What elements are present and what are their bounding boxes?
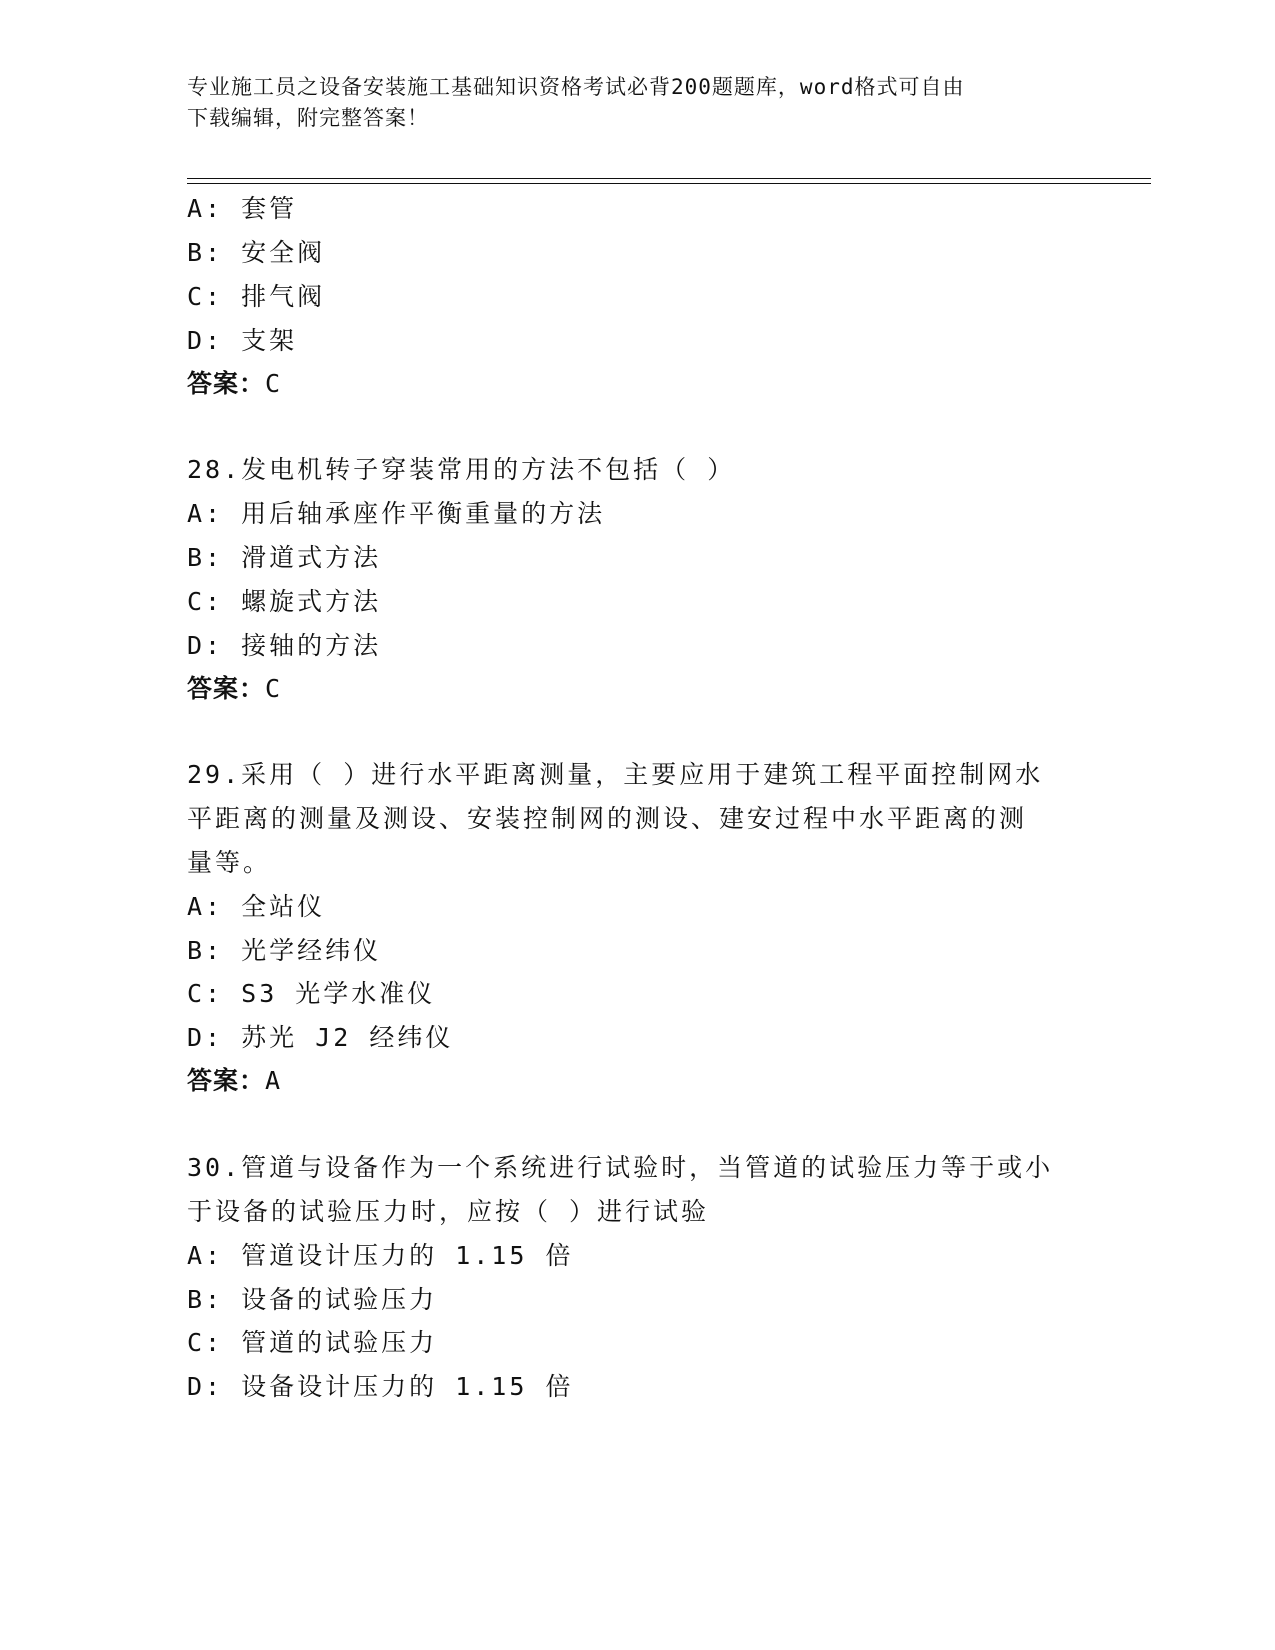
q28-answer <box>187 673 280 705</box>
q30-option-a: A: 管道设计压力的 1.15 倍 <box>187 1241 574 1270</box>
q28-option-d: D: 接轴的方法 <box>187 631 382 660</box>
q30-option-b: B: 设备的试验压力 <box>187 1285 438 1314</box>
header-title-line-1: 专业施工员之设备安装施工基础知识资格考试必背200题题库，word格式可自由 <box>187 75 965 99</box>
header-title-line-2: 下载编辑，附完整答案！ <box>187 106 429 130</box>
q30-question-line-1: 30.管道与设备作为一个系统进行试验时，当管道的试验压力等于或小 <box>187 1153 1054 1182</box>
q30-option-d: D: 设备设计压力的 1.15 倍 <box>187 1372 574 1401</box>
q29-question-line-3: 量等。 <box>187 848 272 877</box>
q30-option-c: C: 管道的试验压力 <box>187 1328 438 1357</box>
q27-option-b: B: 安全阀 <box>187 238 326 267</box>
q28-option-c: C: 螺旋式方法 <box>187 587 382 616</box>
q27-option-c: C: 排气阀 <box>187 282 326 311</box>
header-divider-top <box>187 178 1151 179</box>
q29-question-line-1: 29.采用（ ）进行水平距离测量，主要应用于建筑工程平面控制网水 <box>187 760 1044 789</box>
q29-option-d: D: 苏光 J2 经纬仪 <box>187 1023 454 1052</box>
q29-answer-label: 答案： <box>187 1066 266 1095</box>
q28-option-a: A: 用后轴承座作平衡重量的方法 <box>187 499 606 528</box>
q30-question-line-2: 于设备的试验压力时，应按（ ）进行试验 <box>187 1197 710 1226</box>
q27-answer-value: C <box>265 369 281 398</box>
q29-answer <box>187 1065 280 1097</box>
document-header <box>187 72 1067 134</box>
q29-option-b: B: 光学经纬仪 <box>187 936 382 965</box>
q28-option-b: B: 滑道式方法 <box>187 543 382 572</box>
q29-answer-value: A <box>265 1066 281 1095</box>
q27-answer <box>187 368 280 400</box>
q29-question-line-2: 平距离的测量及测设、安装控制网的测设、建安过程中水平距离的测 <box>187 804 1028 833</box>
q29-option-c: C: S3 光学水准仪 <box>187 979 436 1008</box>
header-divider-bottom <box>187 183 1151 184</box>
q28-question: 28.发电机转子穿装常用的方法不包括（ ） <box>187 455 736 484</box>
q27-answer-label: 答案： <box>187 369 266 398</box>
q28-answer-value: C <box>265 674 281 703</box>
q27-option-d: D: 支架 <box>187 326 298 355</box>
q27-option-a: A: 套管 <box>187 194 298 223</box>
q28-answer-label: 答案： <box>187 674 266 703</box>
q29-option-a: A: 全站仪 <box>187 892 326 921</box>
